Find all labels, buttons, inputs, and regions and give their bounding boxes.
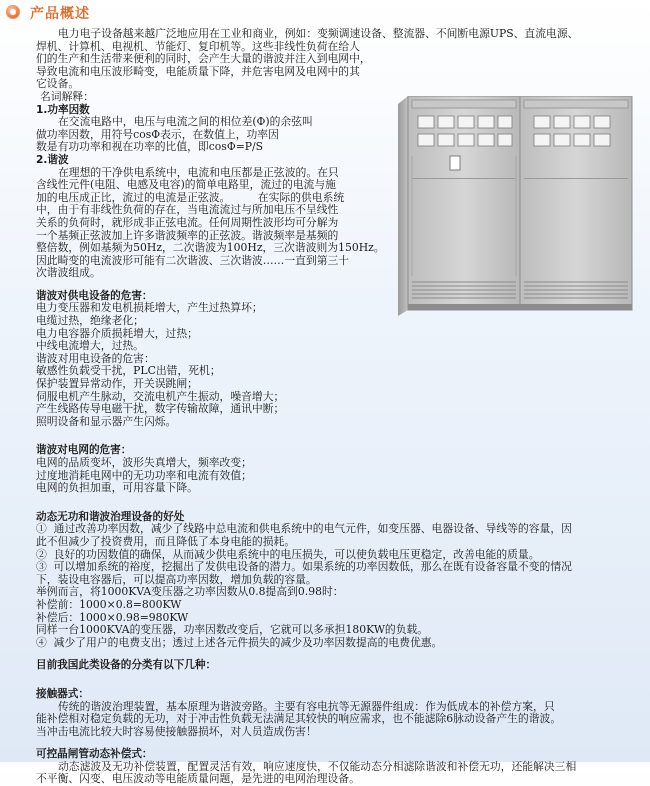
contactor-line: 当冲击电流比较大时容易使接触器损坏，对人员造成伤害！	[36, 724, 317, 738]
contactor-heading: 接触器式：	[36, 687, 89, 700]
section-header	[0, 0, 650, 26]
benefits-line: ④ 减少了用户的电费支出；透过上述各元件损失的减少及功率因数提高的电费优惠。	[36, 635, 443, 649]
intro-line: 焊机、计算机、电视机、节能灯、复印机等。这些非线性负荷在给人	[36, 39, 360, 53]
thyristor-heading: 可控晶闸管动态补偿式：	[36, 748, 153, 761]
thyristor-line: 动态滤波及无功补偿装置，配置灵活有效，响应速度快，不仅能动态分相滤除谐波和补偿无功，还能解决三相	[58, 759, 577, 773]
supply-harm-line: 电力变压器和发电机损耗增大，产生过热算坏；	[36, 301, 263, 315]
benefits-line: 补偿前：1000×0.8=800KW	[36, 597, 182, 611]
thyristor-line: 不平衡、闪变、电压波动等电能质量问题，是先进的电网治理设备。	[36, 772, 360, 786]
harmonic-line: 中，由于有非线性负荷的存在，当电流流过与所加电压不呈线性	[36, 203, 339, 217]
intro-line: 它设备。	[36, 77, 80, 91]
power-factor-line: 数是有功功率和视在功率的比值，即cosΦ=P/S	[36, 140, 264, 154]
harmonic-line: 一个基频正弦波加上许多谐波频率的正弦波。谐波频率是基频的	[36, 228, 339, 242]
harmonic-line: 因此畸变的电流波形可能有二次谐波、三次谐波……一直到第三十	[36, 253, 350, 267]
supply-harm-line: 伺服电机产生脉动，交流电机产生振动，噪音增大；	[36, 389, 285, 403]
harmonic-line: 含线性元件(电阻、电感及电容)的简单电路里，流过的电流与施	[36, 178, 336, 192]
benefits-line: ① 通过改善功率因数，减少了线路中总电流和供电系统中的电气元件，如变压器、电器设备、导线等的容量，因	[36, 522, 572, 536]
harmonic-line: 次谐波组成。	[36, 266, 101, 280]
benefits-heading: 动态无功和谐波治理设备的好处	[36, 510, 185, 523]
supply-harm-line: 产生线路传导电磁干扰，数字传输故障，通讯中断；	[36, 402, 285, 416]
benefits-line: 举例而言，将1000KVA变压器之功率因数从0.8提高到0.98时：	[36, 585, 344, 599]
benefits-line: 此不但减少了投资费用，而且降低了本身电能的损耗。	[36, 534, 296, 548]
article-body	[36, 28, 636, 786]
grid-harm-line: 电网的品质变坏，波形失真增大，频率改变；	[36, 456, 252, 469]
section-title: 产品概述	[30, 6, 90, 22]
harmonic-line: 整倍数，例如基频为50Hz，二次谐波为100Hz，三次谐波则为150Hz。	[36, 241, 385, 255]
supply-harm-line: 保护装置异常动作，开关误跳闸；	[36, 377, 198, 391]
supply-harm-heading: 谐波对供电设备的危害：	[36, 289, 153, 302]
benefits-line: ② 良好的功因数值的确保，从而减少供电系统中的电压损失，可以使负载电压更稳定，改善电能的质量。	[36, 547, 540, 561]
contactor-line: 传统的谐波治理装置，基本原理为谐波旁路。主要有容电抗等无源器件组成：作为低成本的补偿方案，只	[58, 699, 555, 713]
supply-harm-line: 电缆过热，绝缘老化；	[36, 314, 144, 328]
contactor-line: 能补偿相对稳定负载的无功，对于冲击性负载无法满足其较快的响应需求，也不能滤除6脉动设备产生的谐波。	[36, 712, 562, 726]
supply-harm-line: 中线电流增大，过热。	[36, 339, 144, 353]
grid-harm-line: 电网的负担加重，可用容量下降。	[36, 481, 198, 495]
intro-line: 导致电流和电压波形畸变，电能质量下降，并危害电网及电网中的其	[36, 64, 360, 78]
power-factor-line: 在交流电路中，电压与电流之间的相位差(Φ)的余弦叫	[58, 115, 313, 129]
supply-harm-line: 谐波对用电设备的危害：	[36, 351, 155, 365]
harmonic-line: 加的电压成正比，流过的电流是正弦波。 在实际的供电系统	[36, 190, 345, 204]
grid-harm-heading: 谐波对电网的危害：	[36, 444, 132, 457]
harmonic-heading: 2.谐波	[36, 153, 69, 166]
benefits-line: 同样一台1000KVA的变压器，功率因数改变后，它就可以多承担180KW的负载。	[36, 623, 429, 637]
benefits-line: 补偿后：1000×0.98=980KW	[36, 610, 189, 624]
classification-heading: 目前我国此类设备的分类有以下几种：	[36, 659, 217, 672]
intro-line: 们的生产和生活带来便利的同时，会产生大量的谐波并注入到电网中，	[36, 52, 371, 66]
benefits-line: ③ 可以增加系统的裕度，挖掘出了发供电设备的潜力。如果系统的功率因数低，那么在既有设备容量不变的情况	[36, 560, 572, 574]
terms-label: 名词解释：	[40, 89, 94, 103]
intro-line: 电力电子设备越来越广泛地应用在工业和商业，例如：变频调速设备、整流器、不间断电源UPS、直流电源、	[58, 27, 579, 40]
supply-harm-line: 电力电容器介质损耗增大，过热；	[36, 326, 198, 340]
supply-harm-line: 敏感性负载受干扰，PLC出错，死机；	[36, 364, 221, 378]
harmonic-line: 在理想的干净供电系统中，电流和电压都是正弦波的。在只	[58, 165, 339, 179]
harmonic-line: 关系的负荷时，就形成非正弦电流。任何周期性波形均可分解为	[36, 215, 339, 229]
power-factor-heading: 1.功率因数	[36, 103, 90, 116]
benefits-line: 下，装设电容器后，可以提高功率因数，增加负载的容量。	[36, 572, 317, 586]
grid-harm-line: 过度地消耗电网中的无功功率和电流有效值；	[36, 468, 252, 482]
supply-harm-line: 照明设备和显示器产生闪烁。	[36, 414, 177, 428]
orange-bullet-icon	[6, 5, 20, 19]
power-factor-line: 做功率因数，用符号cosΦ表示，在数值上，功率因	[36, 127, 279, 141]
